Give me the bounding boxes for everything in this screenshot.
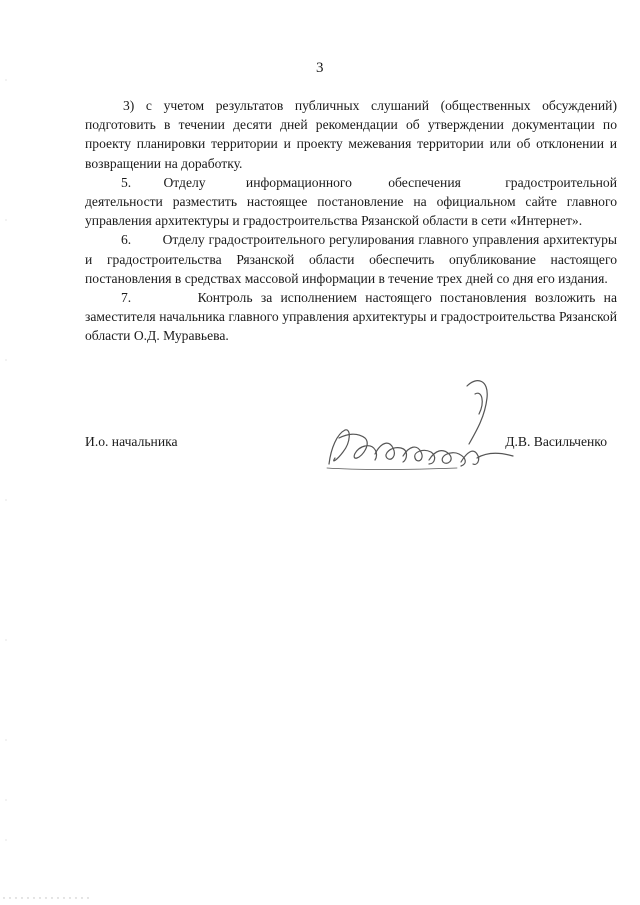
paragraph-item-3: 3) с учетом результатов публичных слушаний (общественных обсуждений) подготовить в течении десяти дней рекомендации об утверждении документации по проекту планировки территории и проекту межевания территории или об отклонении и возвращении на доработку. — [85, 98, 617, 171]
paragraph-item-6: 6. Отделу градостроительного регулирования главного управления архитектуры и градостроительства Рязанской области обеспечить опубликование настоящего постановления в средствах массовой информации в течение трех дней со дня его издания. — [85, 232, 617, 286]
handwritten-signature — [317, 368, 537, 478]
scan-margin-dots — [3, 40, 9, 890]
page-number: 3 — [316, 60, 324, 76]
scan-edge-dots — [0, 895, 100, 901]
signatory-name: Д.В. Васильченко — [505, 434, 607, 449]
signatory-title: И.о. начальника — [85, 434, 178, 449]
paragraph-item-5: 5. Отделу информационного обеспечения градостроительной деятельности разместить настоящее постановление на официальном сайте главного управления архитектуры и градостроительства Рязанской области в сети «Интернет». — [85, 174, 617, 229]
signature-block — [85, 430, 617, 490]
document-body — [85, 96, 617, 346]
paragraph-item-7: 7. Контроль за исполнением настоящего постановления возложить на заместителя начальника главного управления архитектуры и градостроительства Рязанской области О.Д. Муравьева. — [85, 290, 617, 344]
